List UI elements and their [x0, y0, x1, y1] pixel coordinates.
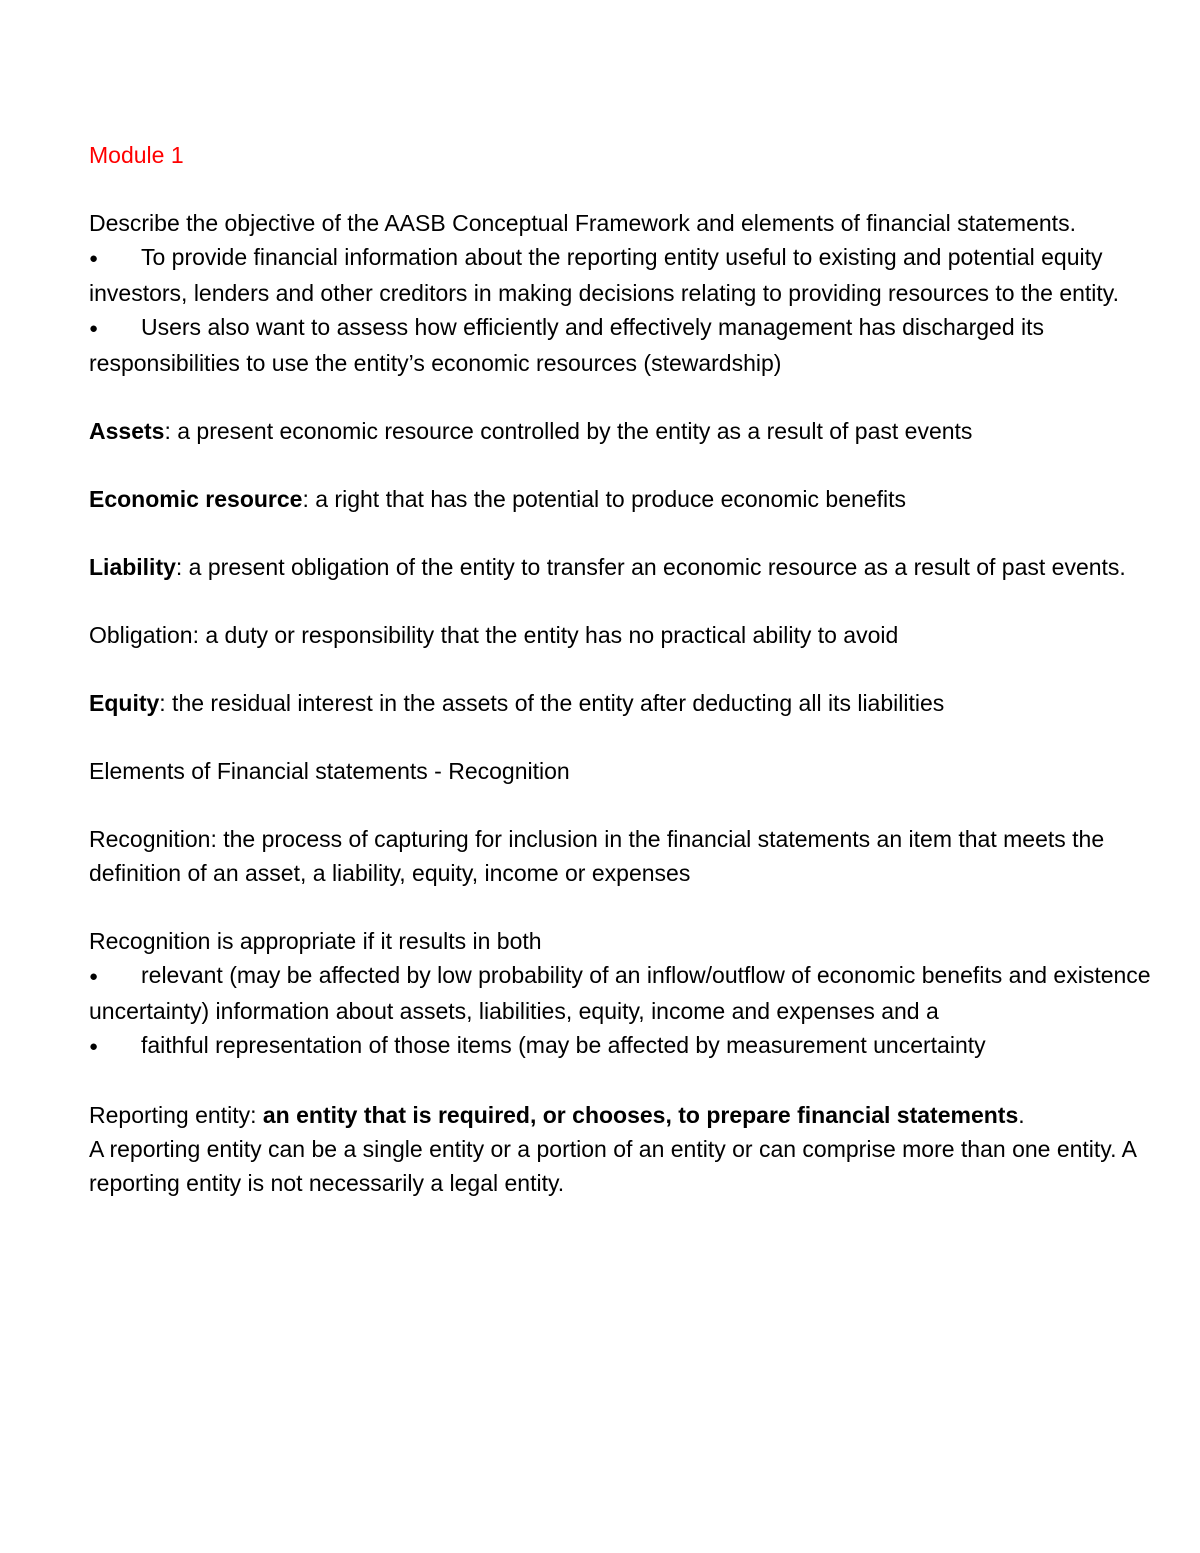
- reporting-entity-definition: [89, 1098, 1179, 1132]
- recognition-definition: Recognition: the process of capturing for inclusion in the financial statements an item that meets the definition of an asset, a liability, equity, income or expenses: [89, 826, 1105, 886]
- spacer: [89, 788, 1179, 822]
- spacer: [89, 720, 1179, 754]
- reporting-entity-label: Reporting entity:: [89, 1102, 263, 1128]
- document-page: [89, 138, 1179, 1200]
- spacer: [89, 1064, 1179, 1098]
- objective-bullet-1-text: To provide financial information about the reporting entity useful to existing and potential equity investors, lenders and other creditors in making decisions relating to providing resources to the entity.: [89, 244, 1119, 306]
- module-title: Module 1: [89, 142, 184, 168]
- reporting-entity-period: .: [1018, 1102, 1025, 1128]
- recognition-bullet-1-text: relevant (may be affected by low probability of an inflow/outflow of economic benefits and existence uncertainty) information about assets, liabilities, equity, income and expenses and a: [89, 962, 1151, 1024]
- spacer: [89, 890, 1179, 924]
- definition-assets: [89, 414, 1179, 448]
- objective-bullet-2: [89, 310, 1179, 380]
- objective-bullet-2-text: Users also want to assess how efficiently and effectively management has discharged its responsibilities to use the entity’s economic resources (stewardship): [89, 314, 1045, 376]
- spacer: [89, 380, 1179, 414]
- objective-bullet-1: [89, 240, 1179, 310]
- reporting-entity-explanation: A reporting entity can be a single entity or a portion of an entity or can comprise more than one entity. A reporting entity is not necessarily a legal entity.: [89, 1136, 1136, 1196]
- definition-economic-resource: [89, 482, 1179, 516]
- spacer: [89, 516, 1179, 550]
- recognition-bullet-2-text: faithful representation of those items (may be affected by measurement uncertainty: [141, 1032, 986, 1058]
- definition-assets-text: : a present economic resource controlled by the entity as a result of past events: [164, 418, 973, 444]
- definition-liability-text: : a present obligation of the entity to transfer an economic resource as a result of past events.: [175, 554, 1126, 580]
- definition-economic-resource-text: : a right that has the potential to produce economic benefits: [302, 486, 906, 512]
- spacer: [89, 172, 1179, 206]
- spacer: [89, 652, 1179, 686]
- bullet-icon: ●: [89, 968, 99, 985]
- bullet-icon: ●: [89, 320, 99, 337]
- objective-question: Describe the objective of the AASB Conceptual Framework and elements of financial statements.: [89, 210, 1076, 236]
- term-assets: Assets: [89, 418, 165, 444]
- term-economic-resource: Economic resource: [89, 486, 303, 512]
- reporting-entity-bold: an entity that is required, or chooses, to prepare financial statements: [262, 1102, 1019, 1128]
- definition-equity: [89, 686, 1179, 720]
- definition-obligation: Obligation: a duty or responsibility that the entity has no practical ability to avoid: [89, 622, 899, 648]
- recognition-bullet-1: [89, 958, 1179, 1028]
- term-equity: Equity: [89, 690, 160, 716]
- recognition-bullet-2: [89, 1028, 1179, 1064]
- recognition-heading: Elements of Financial statements - Recognition: [89, 758, 570, 784]
- bullet-icon: ●: [89, 250, 99, 267]
- definition-equity-text: : the residual interest in the assets of the entity after deducting all its liabilities: [159, 690, 945, 716]
- term-liability: Liability: [89, 554, 176, 580]
- definition-liability: [89, 550, 1179, 584]
- bullet-icon: ●: [89, 1038, 99, 1055]
- spacer: [89, 448, 1179, 482]
- spacer: [89, 584, 1179, 618]
- recognition-intro: Recognition is appropriate if it results in both: [89, 928, 542, 954]
